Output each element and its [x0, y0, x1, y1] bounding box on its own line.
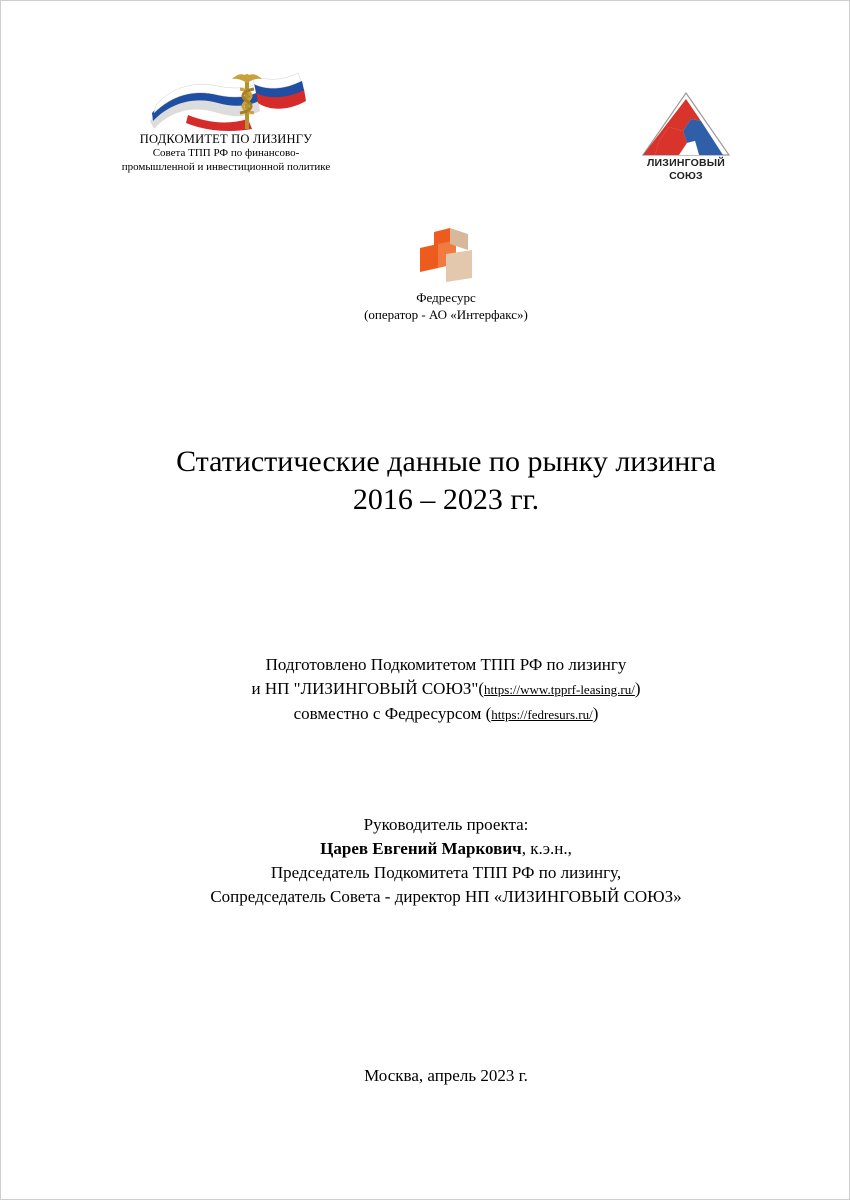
tpp-caption-line3: промышленной и инвестиционной политике — [121, 161, 331, 173]
prepared-line3-suffix: ) — [592, 704, 599, 723]
prepared-by-block — [41, 653, 850, 727]
prepared-line2-prefix: и НП "ЛИЗИНГОВЫЙ СОЮЗ"( — [251, 679, 485, 698]
project-leader-block — [41, 813, 850, 909]
fedresurs-caption — [246, 289, 646, 323]
fedresurs-link[interactable]: https://fedresurs.ru/ — [491, 707, 593, 722]
prepared-line3-prefix: совместно с Федресурсом ( — [293, 704, 492, 723]
place-date: Москва, апрель 2023 г. — [364, 1066, 528, 1085]
fedresurs-name: Федресурс — [416, 290, 476, 305]
leasing-union-line1: ЛИЗИНГОВЫЙ — [646, 157, 725, 169]
fedresurs-icon — [416, 226, 478, 286]
tpprf-leasing-link[interactable]: https://www.tpprf-leasing.ru/ — [484, 682, 635, 697]
tpp-emblem-icon — [148, 71, 308, 133]
prepared-line1: Подготовлено Подкомитетом ТПП РФ по лизингу — [265, 655, 627, 674]
title-line1: Статистические данные по рынку лизинга — [176, 445, 716, 478]
prepared-line3 — [41, 702, 850, 727]
mountain-icon — [639, 89, 733, 157]
fedresurs-operator: (оператор - АО «Интерфакс») — [364, 307, 528, 322]
leasing-union-logo — [631, 89, 741, 189]
tpp-caption-line1: ПОДКОМИТЕТ ПО ЛИЗИНГУ — [139, 132, 313, 146]
leader-name-line — [41, 837, 850, 861]
document-title — [61, 443, 831, 519]
title-line2: 2016 – 2023 гг. — [352, 483, 540, 516]
leader-degree: , к.э.н., — [521, 839, 572, 858]
leader-name: Царев Евгений Маркович — [320, 839, 522, 858]
prepared-line2 — [41, 677, 850, 702]
fedresurs-logo — [416, 226, 478, 286]
leader-position1: Председатель Подкомитета ТПП РФ по лизингу, — [270, 863, 622, 882]
tpp-subcommittee-logo — [96, 71, 356, 181]
tpp-caption-line2: Совета ТПП РФ по финансово- — [152, 147, 300, 159]
leader-position2: Сопредседатель Совета - директор НП «ЛИЗИНГОВЫЙ СОЮЗ» — [210, 887, 682, 906]
leader-label: Руководитель проекта: — [363, 815, 529, 834]
tpp-caption — [96, 132, 356, 174]
prepared-line2-suffix: ) — [634, 679, 641, 698]
leasing-union-line2: СОЮЗ — [669, 170, 703, 182]
